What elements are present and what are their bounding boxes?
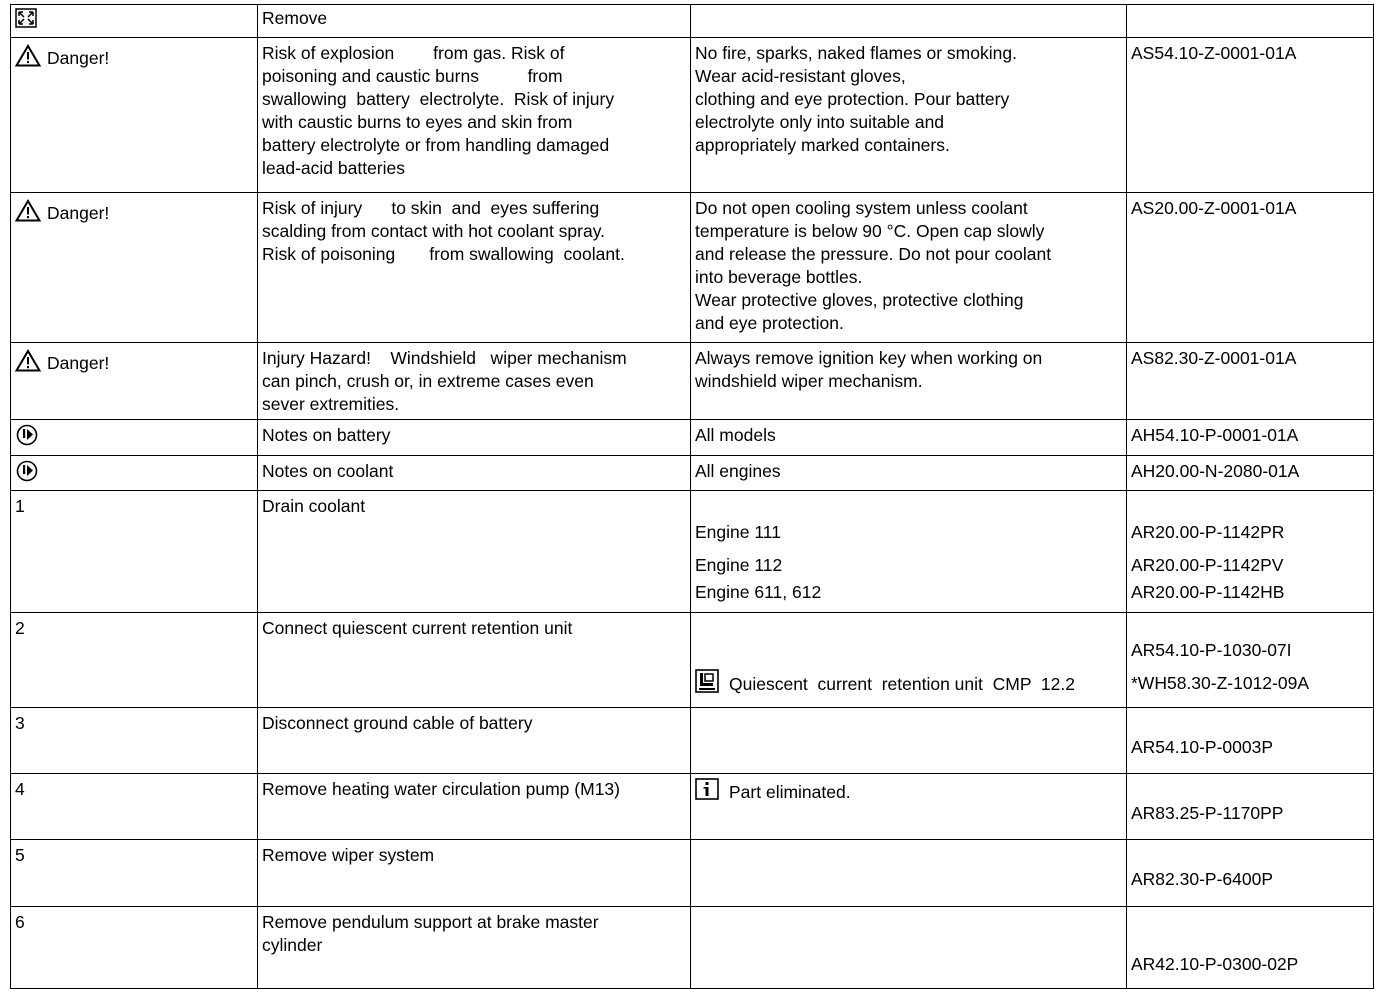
danger-label: Danger! (15, 349, 109, 378)
step-title: Remove wiper system (258, 840, 691, 907)
table-row (11, 491, 1374, 613)
doc-reference-link[interactable]: AR20.00-P-1142PR (1131, 522, 1285, 542)
note-title: Notes on coolant (258, 456, 691, 491)
risk-text: swallowing battery electrolyte. Risk of injury (262, 89, 615, 109)
risk-text: Injury Hazard! Windshield wiper mechanism (262, 348, 627, 368)
doc-reference-link[interactable]: AS82.30-Z-0001-01A (1127, 343, 1374, 420)
measure-text: into beverage bottles. (695, 267, 863, 287)
note-applies: All models (691, 420, 1127, 456)
step-number: 3 (11, 708, 258, 774)
risk-text: lead-acid batteries (262, 158, 405, 178)
doc-reference-link[interactable]: AR20.00-P-1142PV (1131, 555, 1284, 575)
doc-reference-link[interactable]: AH20.00-N-2080-01A (1127, 456, 1374, 491)
doc-reference-link[interactable]: AR54.10-P-1030-07I (1131, 640, 1292, 660)
engine-label: Engine 112 (695, 555, 783, 575)
doc-reference-link[interactable]: AS20.00-Z-0001-01A (1127, 193, 1374, 343)
measure-text: Do not open cooling system unless coolant (695, 198, 1028, 218)
measure-text: and eye protection. (695, 313, 844, 333)
tool-reference[interactable] (695, 669, 1075, 699)
step-number: 4 (11, 774, 258, 840)
note-applies: All engines (691, 456, 1127, 491)
measure-text: Wear acid-resistant gloves, (695, 66, 906, 86)
step-title: Drain coolant (258, 491, 691, 613)
measure-text: Always remove ignition key when working on (695, 348, 1043, 368)
table-row (11, 774, 1374, 840)
info-note (695, 778, 851, 806)
warning-triangle-icon (15, 349, 41, 378)
doc-reference-link[interactable]: AR42.10-P-0300-02P (1131, 954, 1299, 974)
engine-label: Engine 611, 612 (695, 582, 822, 602)
step-number: 5 (11, 840, 258, 907)
warning-triangle-icon (15, 44, 41, 73)
risk-text: Risk of injury to skin and eyes suffering (262, 198, 600, 218)
risk-text: poisoning and caustic burns from (262, 66, 563, 86)
measure-text: No fire, sparks, naked flames or smoking. (695, 43, 1017, 63)
measure-text: clothing and eye protection. Pour battery (695, 89, 1010, 109)
table-row (11, 193, 1374, 343)
step-title: Remove pendulum support at brake master (262, 912, 599, 932)
doc-reference-link[interactable]: AR82.30-P-6400P (1131, 869, 1274, 889)
measure-text: temperature is below 90 °C. Open cap slowly (695, 221, 1045, 241)
expand-icon[interactable] (15, 8, 37, 34)
table-row (11, 840, 1374, 907)
step-number: 1 (11, 491, 258, 613)
note-title: Notes on battery (258, 420, 691, 456)
risk-text: battery electrolyte or from handling damaged (262, 135, 610, 155)
info-icon (695, 778, 719, 806)
special-tool-icon (695, 669, 719, 699)
table-row (11, 907, 1374, 989)
info-text: Part eliminated. (729, 781, 851, 802)
measure-text: Wear protective gloves, protective clothing (695, 290, 1024, 310)
doc-reference-link[interactable]: AR54.10-P-0003P (1131, 737, 1274, 757)
step-title: Connect quiescent current retention unit (258, 613, 691, 708)
table-row (11, 613, 1374, 708)
doc-reference-link[interactable]: AS54.10-Z-0001-01A (1127, 38, 1374, 193)
procedure-table (10, 4, 1374, 989)
doc-reference-link[interactable]: AR83.25-P-1170PP (1131, 803, 1284, 823)
risk-text: scalding from contact with hot coolant spray. (262, 221, 606, 241)
risk-text: sever extremities. (262, 394, 400, 414)
risk-text: Risk of poisoning from swallowing coolant. (262, 244, 625, 264)
table-row (11, 38, 1374, 193)
table-row (11, 708, 1374, 774)
doc-reference-link[interactable]: *WH58.30-Z-1012-09A (1131, 673, 1309, 693)
danger-label: Danger! (15, 44, 109, 73)
page-title: Remove (258, 5, 691, 38)
expand-cell (11, 5, 258, 38)
table-row (11, 343, 1374, 420)
tool-label: Quiescent current retention unit CMP 12.2 (729, 673, 1075, 694)
table-row (11, 420, 1374, 456)
table-row (11, 456, 1374, 491)
doc-reference-link[interactable]: AR20.00-P-1142HB (1131, 582, 1285, 602)
risk-text: Risk of explosion from gas. Risk of (262, 43, 565, 63)
step-number: 6 (11, 907, 258, 989)
note-icon (15, 466, 39, 486)
warning-triangle-icon (15, 199, 41, 228)
measure-text: windshield wiper mechanism. (695, 371, 923, 391)
step-number: 2 (11, 613, 258, 708)
danger-label: Danger! (15, 199, 109, 228)
step-title: cylinder (262, 935, 323, 955)
step-title: Remove heating water circulation pump (M13) (258, 774, 691, 840)
measure-text: appropriately marked containers. (695, 135, 950, 155)
table-row (11, 5, 1374, 38)
engine-label: Engine 111 (695, 522, 781, 542)
measure-text: electrolyte only into suitable and (695, 112, 945, 132)
measure-text: and release the pressure. Do not pour coolant (695, 244, 1052, 264)
doc-reference-link[interactable]: AH54.10-P-0001-01A (1127, 420, 1374, 456)
step-title: Disconnect ground cable of battery (258, 708, 691, 774)
risk-text: can pinch, crush or, in extreme cases even (262, 371, 594, 391)
risk-text: with caustic burns to eyes and skin from (262, 112, 573, 132)
note-icon (15, 430, 39, 450)
